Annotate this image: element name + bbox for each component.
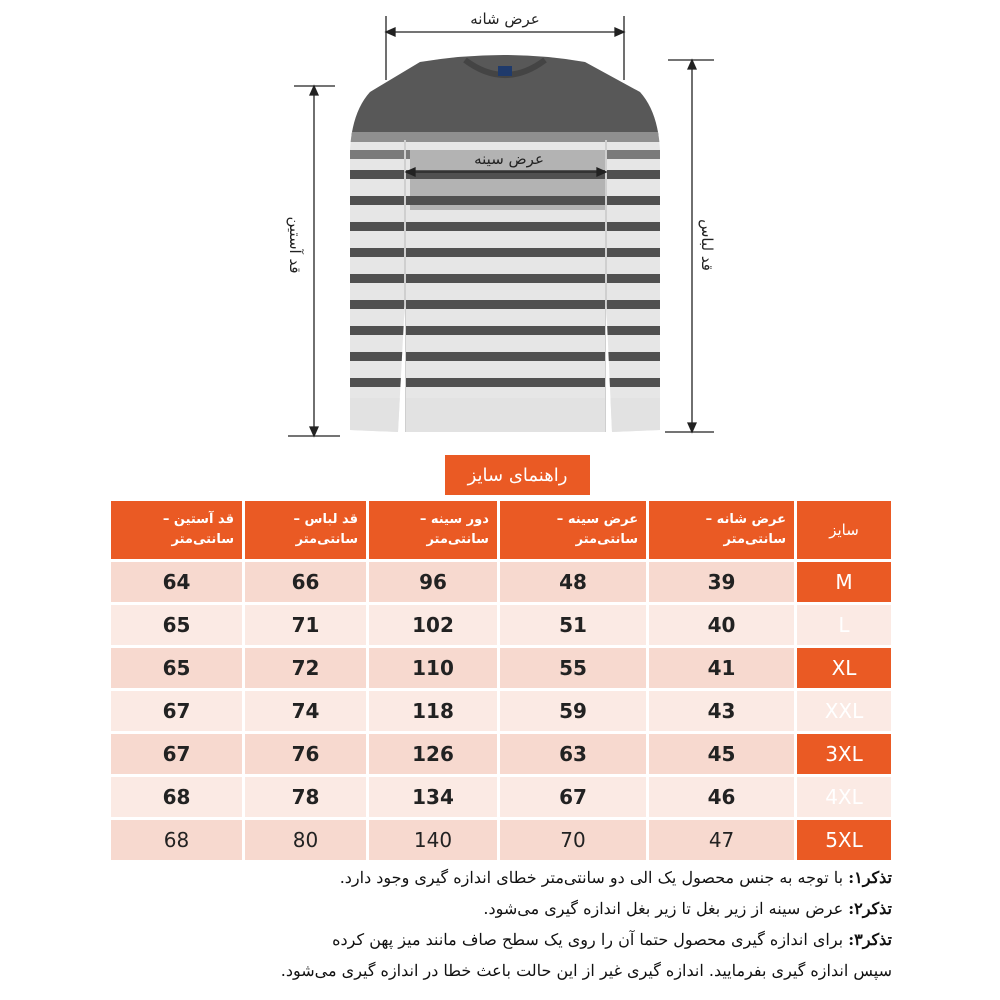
header-size: سایز [797, 501, 891, 559]
table-row [111, 691, 891, 731]
note-1 [92, 862, 892, 893]
shoulder-width-label: عرض شانه [470, 10, 540, 28]
notes-section [92, 862, 892, 986]
chest-width-label: عرض سینه [474, 150, 544, 168]
length-cell: 71 [245, 605, 366, 645]
shoulder-cell: 45 [649, 734, 794, 774]
table-row [111, 734, 891, 774]
note-3 [92, 924, 892, 955]
note-text: سپس اندازه گیری بفرمایید. اندازه گیری غیر از این حالت باعث خطا در اندازه گیری می‌شود. [280, 961, 892, 980]
shoulder-cell: 39 [649, 562, 794, 602]
table-row [111, 820, 891, 860]
note-3-continued [92, 955, 892, 986]
note-text: با توجه به جنس محصول یک الی دو سانتی‌متر خطای اندازه گیری وجود دارد. [339, 868, 849, 887]
sweater-illustration [0, 0, 1000, 450]
circumference-cell: 96 [369, 562, 497, 602]
note-text: برای اندازه گیری محصول حتما آن را روی یک سطح صاف مانند میز پهن کرده [332, 930, 849, 949]
header-shoulder: عرض شانه – سانتی‌متر [649, 501, 794, 559]
circumference-cell: 140 [369, 820, 497, 860]
chest-cell: 63 [500, 734, 646, 774]
note-2 [92, 893, 892, 924]
brand-tag [498, 66, 512, 76]
shoulder-cell: 46 [649, 777, 794, 817]
size-table [108, 498, 894, 863]
shoulder-cell: 41 [649, 648, 794, 688]
circumference-cell: 110 [369, 648, 497, 688]
length-cell: 66 [245, 562, 366, 602]
circumference-cell: 102 [369, 605, 497, 645]
note-label: تذکر۱: [848, 868, 892, 887]
sleeve-cell: 64 [111, 562, 242, 602]
chest-cell: 70 [500, 820, 646, 860]
size-cell: 5XL [797, 820, 891, 860]
length-cell: 72 [245, 648, 366, 688]
sleeve-cell: 68 [111, 820, 242, 860]
shoulder-cell: 47 [649, 820, 794, 860]
size-cell: L [797, 605, 891, 645]
size-cell: XL [797, 648, 891, 688]
circumference-cell: 134 [369, 777, 497, 817]
sleeve-cell: 67 [111, 734, 242, 774]
table-row [111, 777, 891, 817]
sweater-diagram [0, 0, 1000, 450]
note-label: تذکر۲: [848, 899, 892, 918]
circumference-cell: 118 [369, 691, 497, 731]
garment-length-label: قد لباس [698, 219, 716, 271]
length-cell: 80 [245, 820, 366, 860]
size-cell: 3XL [797, 734, 891, 774]
chest-cell: 67 [500, 777, 646, 817]
header-sleeve: قد آستین – سانتی‌متر [111, 501, 242, 559]
length-cell: 78 [245, 777, 366, 817]
sleeve-cell: 68 [111, 777, 242, 817]
sleeve-length-label: قد آستین [286, 216, 304, 274]
sleeve-cell: 65 [111, 648, 242, 688]
note-text: عرض سینه از زیر بغل تا زیر بغل اندازه گیری می‌شود. [483, 899, 849, 918]
sleeve-cell: 67 [111, 691, 242, 731]
sweater-body [340, 40, 670, 440]
chest-cell: 55 [500, 648, 646, 688]
table-header-row [111, 501, 891, 559]
note-label: تذکر۳: [848, 930, 892, 949]
chest-cell: 59 [500, 691, 646, 731]
sleeve-cell: 65 [111, 605, 242, 645]
length-cell: 76 [245, 734, 366, 774]
length-cell: 74 [245, 691, 366, 731]
header-circumference: دور سینه – سانتی‌متر [369, 501, 497, 559]
table-row [111, 605, 891, 645]
shoulder-cell: 43 [649, 691, 794, 731]
size-cell: XXL [797, 691, 891, 731]
shoulder-cell: 40 [649, 605, 794, 645]
chest-cell: 48 [500, 562, 646, 602]
header-chest: عرض سینه – سانتی‌متر [500, 501, 646, 559]
size-cell: M [797, 562, 891, 602]
size-guide-title: راهنمای سایز [445, 455, 590, 495]
table-row [111, 562, 891, 602]
header-length: قد لباس – سانتی‌متر [245, 501, 366, 559]
chest-cell: 51 [500, 605, 646, 645]
table-row [111, 648, 891, 688]
circumference-cell: 126 [369, 734, 497, 774]
size-cell: 4XL [797, 777, 891, 817]
